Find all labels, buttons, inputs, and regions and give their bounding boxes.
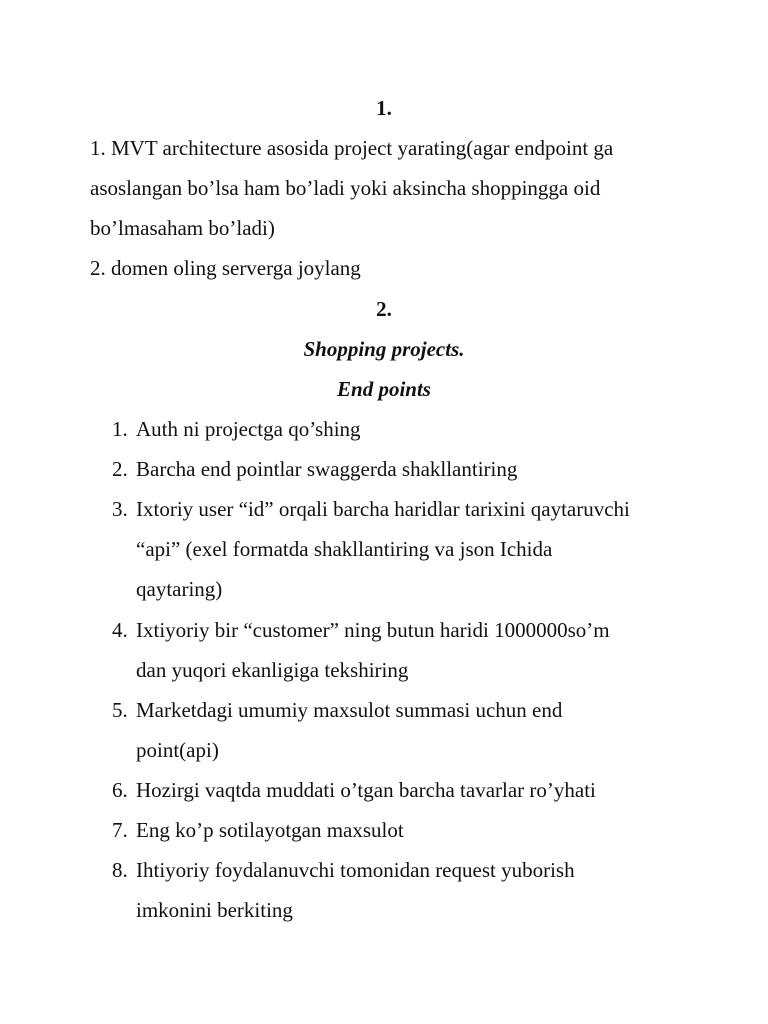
paragraph-2: 2. domen oling serverga joylang <box>90 256 361 280</box>
list-item-number: 8. <box>112 858 128 882</box>
list-item-text: Hozirgi vaqtda muddati o’tgan barcha tavarlar ro’yhati <box>136 778 596 802</box>
list-item-number: 7. <box>112 818 128 842</box>
list-item-number: 1. <box>112 417 128 441</box>
paragraph-1-line-3: bo’lmasaham bo’ladi) <box>90 216 275 240</box>
section-1-heading: 1. <box>376 96 392 120</box>
list-item-text: Barcha end pointlar swaggerda shakllantiring <box>136 457 518 481</box>
section-2-title: Shopping projects. <box>303 337 465 361</box>
section-2-heading: 2. <box>376 297 392 321</box>
list-item-text: Eng ko’p sotilayotgan maxsulot <box>136 818 404 842</box>
list-item-text: Ixtiyoriy bir “customer” ning butun haridi 1000000so’m <box>136 618 610 642</box>
list-item-text: point(api) <box>136 738 219 762</box>
list-item-text: Ixtoriy user “id” orqali barcha haridlar tarixini qaytaruvchi <box>136 497 630 521</box>
section-2-subtitle: End points <box>337 377 431 401</box>
list-item-number: 4. <box>112 618 128 642</box>
list-item-number: 6. <box>112 778 128 802</box>
paragraph-1-line-1: 1. MVT architecture asosida project yarating(agar endpoint ga <box>90 136 614 160</box>
list-item-text: Marketdagi umumiy maxsulot summasi uchun end <box>136 698 563 722</box>
paragraph-1-line-2: asoslangan bo’lsa ham bo’ladi yoki aksincha shoppingga oid <box>90 176 601 200</box>
list-item-text: Ihtiyoriy foydalanuvchi tomonidan request yuborish <box>136 858 575 882</box>
list-item-number: 2. <box>112 457 128 481</box>
list-item-text: qaytaring) <box>136 577 223 601</box>
list-item-text: “api” (exel formatda shakllantiring va json Ichida <box>136 537 553 561</box>
list-item-text: imkonini berkiting <box>136 898 293 922</box>
list-item-number: 3. <box>112 497 128 521</box>
list-item-number: 5. <box>112 698 128 722</box>
list-item-text: dan yuqori ekanligiga tekshiring <box>136 658 409 682</box>
list-item-text: Auth ni projectga qo’shing <box>136 417 361 441</box>
